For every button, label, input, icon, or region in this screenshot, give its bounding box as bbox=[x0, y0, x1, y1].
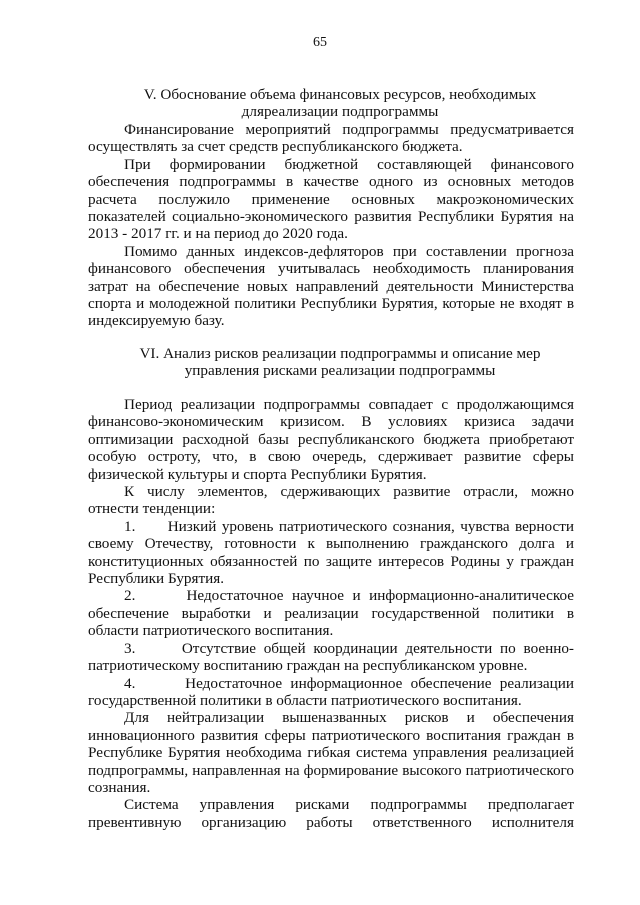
paragraph: Система управления рисками подпрограммы предполагает превентивную организацию работы ответственного исполнителя bbox=[88, 796, 574, 831]
section-5-heading-line-2: дляреализации подпрограммы bbox=[241, 103, 439, 121]
list-item-text: Недостаточное информационное обеспечение реализации государственной политики в области патриотического воспитания. bbox=[88, 674, 575, 709]
list-item bbox=[88, 518, 574, 588]
list-item bbox=[88, 640, 574, 675]
paragraph: Помимо данных индексов-дефляторов при составлении прогноза финансового обеспечения учитывалась необходимость планирования затрат на обеспечение новых направлений деятельности Министерства спорта и молодежной политики Республики Бурятия, которые не входят в индексируемую базу. bbox=[88, 242, 574, 330]
list-item bbox=[88, 587, 574, 639]
paragraph: Для нейтрализации вышеназванных рисков и обеспечения инновационного развития сферы патриотического воспитания граждан в Республике Бурятия необходима гибкая система управления реализацией подпрограммы, направленная на формирование высокого патриотического сознания. bbox=[88, 709, 574, 796]
section-6-body bbox=[88, 396, 574, 831]
list-item-text: Отсутствие общей координации деятельности по военно-патриотическому воспитанию граждан на республиканском уровне. bbox=[88, 639, 574, 675]
list-item-number: 2. bbox=[124, 587, 136, 605]
section-6-heading-line-1: VI. Анализ рисков реализации подпрограммы и описание мер bbox=[139, 345, 541, 362]
page-number: 65 bbox=[313, 35, 327, 50]
list-item-number: 3. bbox=[124, 639, 136, 657]
paragraph: Период реализации подпрограммы совпадает с продолжающимся финансово-экономическим кризисом. В условиях кризиса задачи оптимизации расходной базы республиканского бюджета приобретают особую остроту, что, в свою очередь, сдерживает развитие сферы физической культуры и спорта Республики Бурятия. bbox=[88, 396, 574, 483]
section-5-body bbox=[88, 121, 574, 330]
list-item bbox=[88, 675, 574, 710]
section-5-heading-line-1: V. Обоснование объема финансовых ресурсов, необходимых bbox=[143, 86, 537, 103]
paragraph: При формировании бюджетной составляющей финансового обеспечения подпрограммы в качестве одного из основных методов расчета послужило применение основных макроэкономических показателей социально-экономического развития Республики Бурятия на 2013 - 2017 гг. и на период до 2020 года. bbox=[88, 155, 574, 243]
paragraph: Финансирование мероприятий подпрограммы предусматривается осуществлять за счет средств республиканского бюджета. bbox=[88, 121, 574, 156]
paragraph: К числу элементов, сдерживающих развитие отрасли, можно отнести тенденции: bbox=[88, 483, 574, 518]
list-item-number: 1. bbox=[124, 517, 136, 535]
list-item-text: Низкий уровень патриотического сознания, чувства верности своему Отечеству, готовности к выполнению гражданского долга и конституционных обязанностей по защите интересов Родины у граждан Республики Бурятия. bbox=[88, 517, 575, 588]
section-6-heading-line-2: управления рисками реализации подпрограммы bbox=[184, 362, 496, 380]
list-item-number: 4. bbox=[124, 674, 136, 692]
list-item-text: Недостаточное научное и информационно-аналитическое обеспечение выработки и реализации государственной политики в области патриотического воспитания. bbox=[88, 587, 575, 640]
section-6-heading bbox=[86, 345, 594, 380]
section-5-heading bbox=[90, 86, 590, 121]
